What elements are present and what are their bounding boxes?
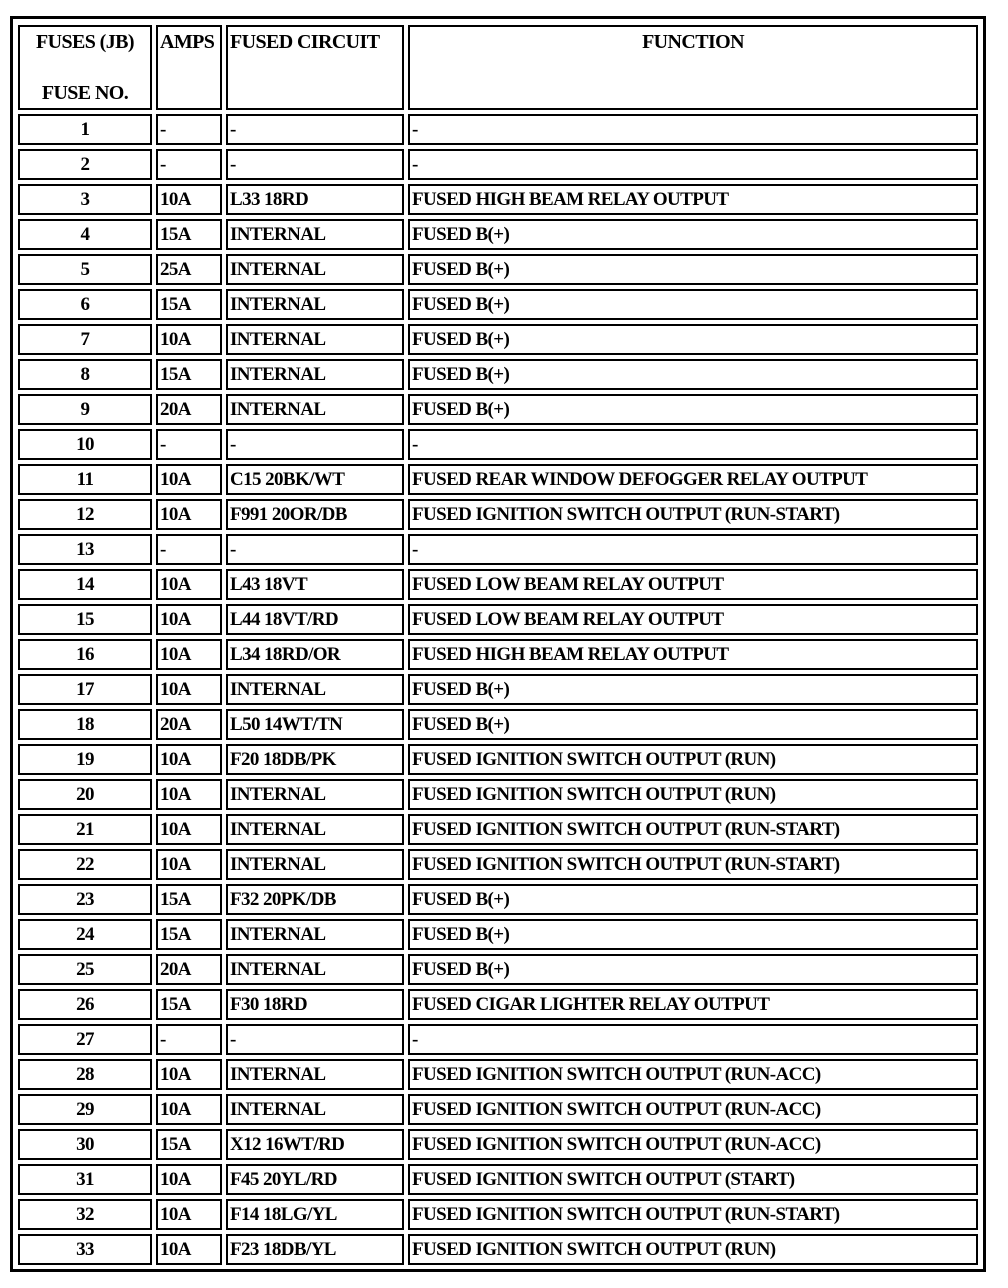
fuse-number-cell: 30 [18,1129,152,1160]
table-row [18,989,978,1020]
fuse-number-cell: 24 [18,919,152,950]
fuse-number-cell: 15 [18,604,152,635]
fuse-number-cell: 31 [18,1164,152,1195]
amps-cell: 15A [156,884,222,915]
fused-circuit-cell: F991 20OR/DB [226,499,404,530]
function-cell: FUSED IGNITION SWITCH OUTPUT (RUN-START) [408,1199,978,1230]
amps-cell: - [156,429,222,460]
fuse-number-cell: 21 [18,814,152,845]
function-cell: FUSED B(+) [408,394,978,425]
amps-cell: 10A [156,639,222,670]
header-fused-circuit: FUSED CIRCUIT [226,25,404,110]
fused-circuit-cell: L44 18VT/RD [226,604,404,635]
fuse-number-cell: 3 [18,184,152,215]
fused-circuit-cell: - [226,149,404,180]
amps-cell: 10A [156,674,222,705]
fused-circuit-cell: F30 18RD [226,989,404,1020]
function-cell: FUSED REAR WINDOW DEFOGGER RELAY OUTPUT [408,464,978,495]
fused-circuit-cell: INTERNAL [226,674,404,705]
function-cell: - [408,114,978,145]
table-row [18,569,978,600]
function-cell: FUSED B(+) [408,254,978,285]
table-row [18,954,978,985]
table-row [18,429,978,460]
table-row [18,1129,978,1160]
amps-cell: 10A [156,1164,222,1195]
fused-circuit-cell: X12 16WT/RD [226,1129,404,1160]
table-row [18,324,978,355]
header-function: FUNCTION [408,25,978,110]
table-row [18,1234,978,1265]
table-row [18,464,978,495]
function-cell: FUSED CIGAR LIGHTER RELAY OUTPUT [408,989,978,1020]
amps-cell: 25A [156,254,222,285]
amps-cell: 10A [156,464,222,495]
fused-circuit-cell: F23 18DB/YL [226,1234,404,1265]
table-row [18,499,978,530]
header-fuse-no-line1: FUSES (JB) [36,31,134,53]
fuse-number-cell: 12 [18,499,152,530]
amps-cell: 15A [156,289,222,320]
function-cell: FUSED HIGH BEAM RELAY OUTPUT [408,639,978,670]
amps-cell: 10A [156,604,222,635]
fuse-number-cell: 29 [18,1094,152,1125]
header-fuse-no-line2: FUSE NO. [41,82,129,104]
table-row [18,184,978,215]
amps-cell: 10A [156,1234,222,1265]
amps-cell: 20A [156,954,222,985]
fused-circuit-cell: C15 20BK/WT [226,464,404,495]
fuse-number-cell: 26 [18,989,152,1020]
amps-cell: - [156,114,222,145]
fuse-number-cell: 18 [18,709,152,740]
fused-circuit-cell: INTERNAL [226,779,404,810]
table-row [18,289,978,320]
fused-circuit-cell: F20 18DB/PK [226,744,404,775]
amps-cell: 10A [156,744,222,775]
fused-circuit-cell: L34 18RD/OR [226,639,404,670]
table-row [18,814,978,845]
function-cell: FUSED B(+) [408,884,978,915]
function-cell: FUSED LOW BEAM RELAY OUTPUT [408,604,978,635]
function-cell: - [408,534,978,565]
fused-circuit-cell: INTERNAL [226,394,404,425]
table-row [18,779,978,810]
table-row [18,534,978,565]
function-cell: FUSED B(+) [408,954,978,985]
fuse-number-cell: 27 [18,1024,152,1055]
fuse-number-cell: 16 [18,639,152,670]
amps-cell: 10A [156,849,222,880]
function-cell: FUSED IGNITION SWITCH OUTPUT (RUN-START) [408,814,978,845]
function-cell: FUSED B(+) [408,219,978,250]
fused-circuit-cell: - [226,114,404,145]
fused-circuit-cell: F14 18LG/YL [226,1199,404,1230]
fused-circuit-cell: - [226,1024,404,1055]
table-row [18,114,978,145]
table-row [18,219,978,250]
table-row [18,149,978,180]
table-row [18,744,978,775]
amps-cell: - [156,149,222,180]
fuse-number-cell: 4 [18,219,152,250]
fused-circuit-cell: L43 18VT [226,569,404,600]
amps-cell: 15A [156,989,222,1020]
fuse-number-cell: 7 [18,324,152,355]
fused-circuit-cell: INTERNAL [226,1059,404,1090]
function-cell: FUSED B(+) [408,919,978,950]
function-cell: FUSED B(+) [408,359,978,390]
function-cell: FUSED B(+) [408,709,978,740]
fuse-number-cell: 23 [18,884,152,915]
fuse-number-cell: 33 [18,1234,152,1265]
table-row [18,359,978,390]
header-fuse-no [18,25,152,110]
fused-circuit-cell: INTERNAL [226,1094,404,1125]
function-cell: FUSED IGNITION SWITCH OUTPUT (RUN-START) [408,849,978,880]
fuse-number-cell: 20 [18,779,152,810]
function-cell: FUSED IGNITION SWITCH OUTPUT (RUN-ACC) [408,1094,978,1125]
table-row [18,639,978,670]
function-cell: FUSED IGNITION SWITCH OUTPUT (RUN-START) [408,499,978,530]
function-cell: FUSED IGNITION SWITCH OUTPUT (RUN-ACC) [408,1059,978,1090]
fuse-table [14,21,982,1269]
fused-circuit-cell: INTERNAL [226,849,404,880]
table-row [18,394,978,425]
fuse-number-cell: 13 [18,534,152,565]
fuse-number-cell: 5 [18,254,152,285]
table-row [18,674,978,705]
function-cell: FUSED B(+) [408,289,978,320]
amps-cell: 15A [156,1129,222,1160]
amps-cell: 20A [156,709,222,740]
fused-circuit-cell: - [226,429,404,460]
fuse-number-cell: 28 [18,1059,152,1090]
amps-cell: 15A [156,919,222,950]
function-cell: FUSED B(+) [408,324,978,355]
fuse-number-cell: 1 [18,114,152,145]
table-row [18,709,978,740]
fused-circuit-cell: F45 20YL/RD [226,1164,404,1195]
fuse-number-cell: 32 [18,1199,152,1230]
table-row [18,604,978,635]
fuse-number-cell: 9 [18,394,152,425]
function-cell: FUSED IGNITION SWITCH OUTPUT (START) [408,1164,978,1195]
fused-circuit-cell: INTERNAL [226,254,404,285]
function-cell: FUSED IGNITION SWITCH OUTPUT (RUN-ACC) [408,1129,978,1160]
amps-cell: 15A [156,359,222,390]
table-row [18,254,978,285]
fuse-number-cell: 2 [18,149,152,180]
fused-circuit-cell: INTERNAL [226,919,404,950]
table-body [18,114,978,1265]
function-cell: FUSED LOW BEAM RELAY OUTPUT [408,569,978,600]
fuse-number-cell: 17 [18,674,152,705]
amps-cell: - [156,534,222,565]
function-cell: FUSED IGNITION SWITCH OUTPUT (RUN) [408,1234,978,1265]
function-cell: FUSED IGNITION SWITCH OUTPUT (RUN) [408,779,978,810]
table-row [18,884,978,915]
fused-circuit-cell: INTERNAL [226,359,404,390]
amps-cell: 10A [156,569,222,600]
amps-cell: 20A [156,394,222,425]
table-row [18,1164,978,1195]
function-cell: FUSED IGNITION SWITCH OUTPUT (RUN) [408,744,978,775]
header-amps: AMPS [156,25,222,110]
amps-cell: 10A [156,324,222,355]
fuse-number-cell: 8 [18,359,152,390]
amps-cell: 10A [156,1059,222,1090]
fused-circuit-cell: INTERNAL [226,219,404,250]
fuse-number-cell: 10 [18,429,152,460]
amps-cell: 10A [156,184,222,215]
amps-cell: 10A [156,814,222,845]
fused-circuit-cell: - [226,534,404,565]
function-cell: - [408,149,978,180]
fused-circuit-cell: INTERNAL [226,814,404,845]
amps-cell: 10A [156,1199,222,1230]
function-cell: FUSED B(+) [408,674,978,705]
function-cell: FUSED HIGH BEAM RELAY OUTPUT [408,184,978,215]
fused-circuit-cell: INTERNAL [226,324,404,355]
fuse-number-cell: 25 [18,954,152,985]
table-row [18,1094,978,1125]
function-cell: - [408,1024,978,1055]
fuse-number-cell: 19 [18,744,152,775]
table-row [18,919,978,950]
fused-circuit-cell: F32 20PK/DB [226,884,404,915]
table-row [18,1059,978,1090]
amps-cell: - [156,1024,222,1055]
table-row [18,849,978,880]
fuse-number-cell: 11 [18,464,152,495]
fused-circuit-cell: L50 14WT/TN [226,709,404,740]
table-row [18,1199,978,1230]
table-header-row [18,25,978,110]
fuse-number-cell: 6 [18,289,152,320]
function-cell: - [408,429,978,460]
amps-cell: 10A [156,499,222,530]
fuse-number-cell: 22 [18,849,152,880]
fuse-number-cell: 14 [18,569,152,600]
amps-cell: 10A [156,1094,222,1125]
table-row [18,1024,978,1055]
fused-circuit-cell: L33 18RD [226,184,404,215]
amps-cell: 15A [156,219,222,250]
fused-circuit-cell: INTERNAL [226,289,404,320]
amps-cell: 10A [156,779,222,810]
fused-circuit-cell: INTERNAL [226,954,404,985]
